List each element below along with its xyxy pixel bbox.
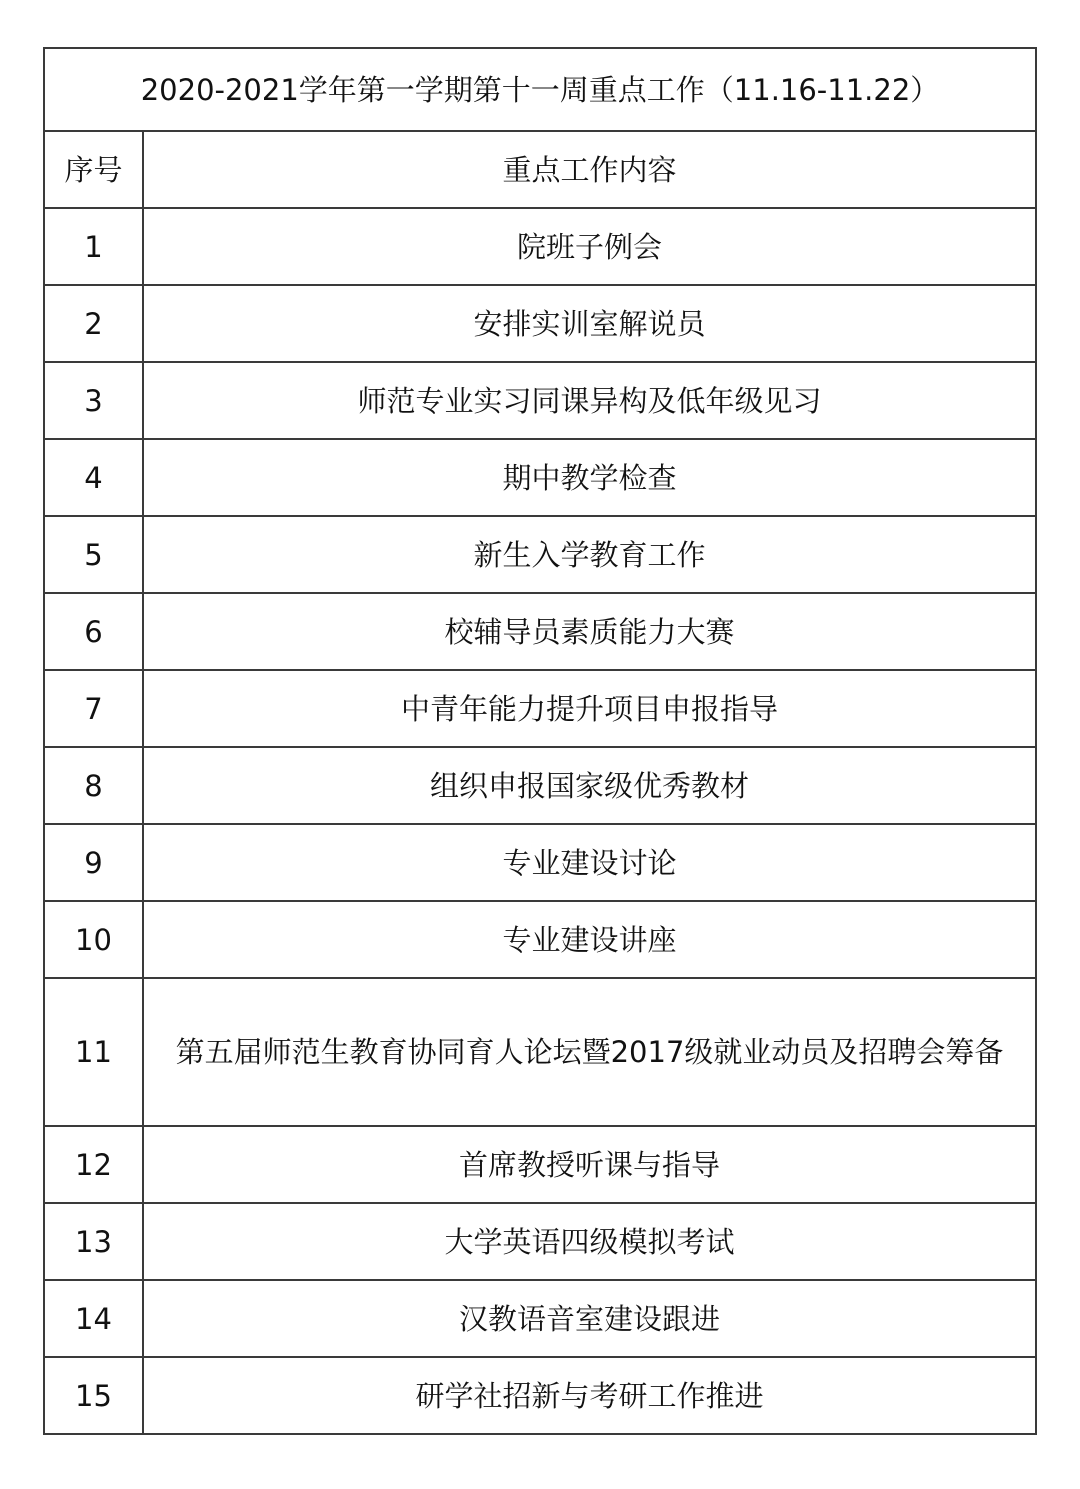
header-row — [44, 131, 1036, 208]
table-title: 2020-2021学年第一学期第十一周重点工作（11.16-11.22） — [44, 48, 1036, 131]
table-row — [44, 1126, 1036, 1203]
table-row — [44, 1357, 1036, 1434]
table-row — [44, 208, 1036, 285]
row-number: 14 — [44, 1280, 143, 1357]
row-number: 8 — [44, 747, 143, 824]
row-content: 院班子例会 — [143, 208, 1036, 285]
row-number: 1 — [44, 208, 143, 285]
row-number: 10 — [44, 901, 143, 978]
row-content: 专业建设讨论 — [143, 824, 1036, 901]
row-number: 13 — [44, 1203, 143, 1280]
title-row — [44, 48, 1036, 131]
table-row — [44, 516, 1036, 593]
row-number: 11 — [44, 978, 143, 1126]
row-number: 3 — [44, 362, 143, 439]
row-content: 期中教学检查 — [143, 439, 1036, 516]
row-number: 5 — [44, 516, 143, 593]
header-content: 重点工作内容 — [143, 131, 1036, 208]
table-row — [44, 901, 1036, 978]
row-content: 大学英语四级模拟考试 — [143, 1203, 1036, 1280]
row-content: 汉教语音室建设跟进 — [143, 1280, 1036, 1357]
row-number: 9 — [44, 824, 143, 901]
row-content: 安排实训室解说员 — [143, 285, 1036, 362]
row-number: 7 — [44, 670, 143, 747]
row-content: 第五届师范生教育协同育人论坛暨2017级就业动员及招聘会筹备 — [143, 978, 1036, 1126]
row-content: 中青年能力提升项目申报指导 — [143, 670, 1036, 747]
header-number: 序号 — [44, 131, 143, 208]
row-number: 15 — [44, 1357, 143, 1434]
table-row — [44, 593, 1036, 670]
table-row — [44, 1280, 1036, 1357]
table-row — [44, 670, 1036, 747]
row-number: 12 — [44, 1126, 143, 1203]
row-number: 2 — [44, 285, 143, 362]
table-row — [44, 362, 1036, 439]
table-row — [44, 824, 1036, 901]
row-content: 师范专业实习同课异构及低年级见习 — [143, 362, 1036, 439]
row-content: 组织申报国家级优秀教材 — [143, 747, 1036, 824]
table-row — [44, 439, 1036, 516]
weekly-work-table — [43, 47, 1037, 1435]
row-number: 4 — [44, 439, 143, 516]
table-row — [44, 285, 1036, 362]
row-content: 首席教授听课与指导 — [143, 1126, 1036, 1203]
table-row — [44, 1203, 1036, 1280]
row-content: 校辅导员素质能力大赛 — [143, 593, 1036, 670]
row-content: 研学社招新与考研工作推进 — [143, 1357, 1036, 1434]
row-number: 6 — [44, 593, 143, 670]
table-row — [44, 978, 1036, 1126]
row-content: 新生入学教育工作 — [143, 516, 1036, 593]
row-content: 专业建设讲座 — [143, 901, 1036, 978]
table-row — [44, 747, 1036, 824]
